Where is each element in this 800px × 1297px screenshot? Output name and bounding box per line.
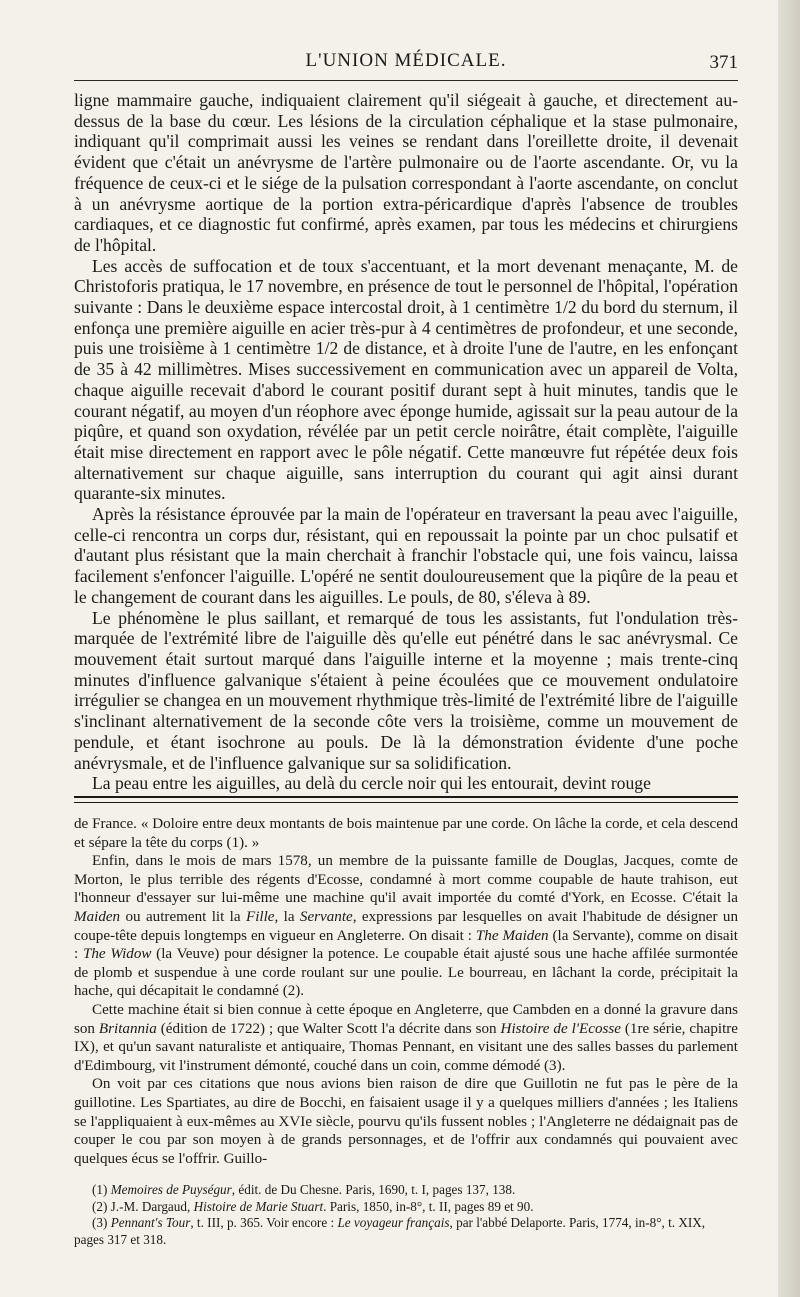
feuilleton-paragraph-2: [74, 852, 738, 1001]
feuilleton-text: [74, 815, 738, 1168]
journal-title: L'UNION MÉDICALE.: [305, 50, 507, 71]
italic-histoire: Histoire de l'Ecosse: [500, 1020, 621, 1037]
feuilleton-paragraph-4: On voit par ces citations que nous avions bien raison de dire que Guillotin ne fut pas le père de la guillotine. Les Spartiates, au dire de Bocchi, en faisaient usage il y a quelques milliers d'années ; les Italiens se l'appliquaient à eux-mêmes au XVIe siècle, pourvu qu'ils fussent nobles ; l'Angleterre ne dédaignait pas de couper le cou par son moyen à de grands personnages, et de l'offrir aux condamnés qui pouvaient avec quelques écus se l'offrir. Guillo-: [74, 1076, 738, 1167]
paragraph-5: La peau entre les aiguilles, au delà du cercle noir qui les entourait, devint rouge: [92, 773, 651, 794]
footnote-title: Le voyageur français: [337, 1215, 450, 1231]
text-run: ou autrement lit la: [120, 908, 246, 925]
text-run: (la Veuve) pour désigner la potence. Le coupable était ajusté sous une hache affilée surmontée de plomb et suspendue à une corde roulant sur une poulie. Le bourreau, en lâchant la corde, précipitait la hache, qui décapitait le condamné (2).: [74, 946, 738, 1000]
text-run: (3): [92, 1215, 111, 1231]
footnote-title: Histoire de Marie Stuart: [193, 1198, 324, 1214]
footnote-2: [74, 1199, 738, 1216]
text-run: (2) J.-M. Dargaud,: [92, 1198, 194, 1214]
feuilleton-rule-thick: [74, 796, 738, 798]
italic-the-widow: The Widow: [82, 946, 152, 963]
text-run: (la Servante), comme on disait :: [74, 927, 738, 963]
text-run: , expressions par lesquelles on avait l'habitude de désigner un coupe-tête depuis longtemps en vigueur en Angleterre. On disait :: [74, 908, 739, 944]
feuilleton-paragraph-1: de France. « Doloire entre deux montants de bois maintenue par une corde. On lâche la corde, et cela descend et sépare la tête du corps (1). »: [74, 816, 738, 851]
running-header: [74, 50, 738, 81]
paragraph-2: Les accès de suffocation et de toux s'accentuant, et la mort devenant menaçante, M. de Christoforis pratiqua, le 17 novembre, en présence de tout le personnel de l'hôpital, l'opération suivante : Dans le deuxième espace intercostal droit, à 1 centimètre 1/2 du bord du sternum, il enfonça une première aiguille en acier très-pur à 4 centimètres de profondeur, et une seconde, puis une troisième à 1 centimètre 1/2 de distance, et à droite l'une de l'autre, en les enfonçant de 35 à 42 millimètres. Mises successivement en communication avec un appareil de Volta, chaque aiguille recevait d'abord le courant positif durant sept à huit minutes, tandis que le courant négatif, au moyen d'un réophore avec éponge humide, agissait sur la peau autour de la piqûre, et quand son oxydation, révélée par un petit cercle noirâtre, était complète, l'aiguille était mise directement en rapport avec le pôle négatif. Cette manœuvre fut répétée deux fois alternativement sur chaque aiguille, sans interruption du courant qui agit ainsi durant quarante-six minutes.: [74, 255, 738, 504]
italic-servante: Servante: [299, 908, 353, 925]
paragraph-3: Après la résistance éprouvée par la main de l'opérateur en traversant la peau avec l'aiguille, celle-ci rencontra un corps dur, résistant, qui en repoussait la pointe par un choc pulsatif et d'autant plus résistant que la main cherchait à franchir l'obstacle qui, une fois vaincu, laissa facilement s'enfoncer l'aiguille. L'opéré ne sentit douloureusement que la piqûre de la peau et le changement de courant dans les aiguilles. Le pouls, de 80, s'éleva à 89.: [74, 504, 738, 607]
text-run: , t. III, p. 365. Voir encore :: [190, 1215, 338, 1231]
text-run: (édition de 1722) ; que Walter Scott l'a décrite dans son: [156, 1020, 501, 1037]
feuilleton-paragraph-3: [74, 1001, 738, 1075]
italic-maiden: Maiden: [74, 908, 121, 925]
italic-britannia: Britannia: [98, 1020, 157, 1037]
text-run: , édit. de Du Chesne. Paris, 1690, t. I, pages 137, 138.: [231, 1182, 516, 1197]
text-run: . Paris, 1850, in-8°, t. II, pages 89 et 90.: [323, 1198, 534, 1214]
text-run: , par l'abbé Delaporte. Paris, 1774, in-8°, t. XIX, pages 317 et 318.: [74, 1215, 706, 1247]
footnote-title: Memoires de Puységur: [110, 1182, 232, 1197]
text-run: (1re série, chapitre IX), et qu'un savant naturaliste et antiquaire, Thomas Pennant, en visitant une des salles basses du parlement d'Edimbourg, vit l'instrument démonté, couché dans un coin, comme démodé (3).: [74, 1020, 738, 1074]
paragraph-1: ligne mammaire gauche, indiquaient clairement qu'il siégeait à gauche, et directement au-dessus de la base du cœur. Les lésions de la circulation céphalique et la stase pulmonaire, indiquant qu'il comprimait aussi les veines se rendant dans l'oreillette droite, il devenait évident que c'était un anévrysme de l'artère pulmonaire ou de l'aorte ascendante. Or, vu la fréquence de ceux-ci et le siége de la pulsation correspondant à l'aorte ascendante, on conclut à un anévrysme aortique de la portion extra-péricardique d'après l'absence de troubles cardiaques, et ce diagnostic fut confirmé, après examen, par tous les médecins et chirurgiens de l'hôpital.: [74, 90, 738, 255]
page-edge-shadow: [778, 0, 800, 1297]
text-run: Cette machine était si bien connue à cette époque en Angleterre, que Cambden en a donné la gravure dans son: [74, 1001, 738, 1037]
italic-the-maiden: The Maiden: [475, 927, 549, 944]
footnote-title: Pennant's Tour: [110, 1215, 191, 1231]
footnotes: [74, 1182, 738, 1248]
footnote-1: [74, 1182, 738, 1199]
paragraph-4: Le phénomène le plus saillant, et remarqué de tous les assistants, fut l'ondulation très-marquée de l'extrémité libre de l'aiguille dès qu'elle eut pénétré dans le sac anévrysmal. Ce mouvement était surtout marqué dans l'aiguille interne et la moyenne ; mais trente-cinq minutes d'influence galvanique s'étaient à peine écoulées que ce mouvement ondulatoire irrégulier se changea en un mouvement rhythmique très-limité de l'extrémité libre de l'aiguille s'inclinant alternativement de la seconde côte vers la troisième, comme un mouvement de pendule, et étant isochrone au pouls. De là la démonstration évidente d'une poche anévrysmale, et de l'influence galvanique sur sa solidification.: [74, 607, 738, 773]
text-run: (1): [92, 1182, 111, 1197]
page-number: 371: [709, 52, 738, 73]
feuilleton-rule-thin: [74, 802, 738, 803]
italic-fille: Fille: [245, 908, 275, 925]
footnote-3: [74, 1215, 738, 1248]
text-run: , la: [274, 908, 300, 925]
text-run: Enfin, dans le mois de mars 1578, un membre de la puissante famille de Douglas, Jacques, comte de Morton, le plus terrible des régents d'Ecosse, condamné à mort comme coupable de haute trahison, eut l'honneur d'essayer sur lui-même une machine qu'il avait importée du comté d'York, en Ecosse. C'était la: [74, 853, 738, 907]
main-text: [74, 90, 738, 794]
